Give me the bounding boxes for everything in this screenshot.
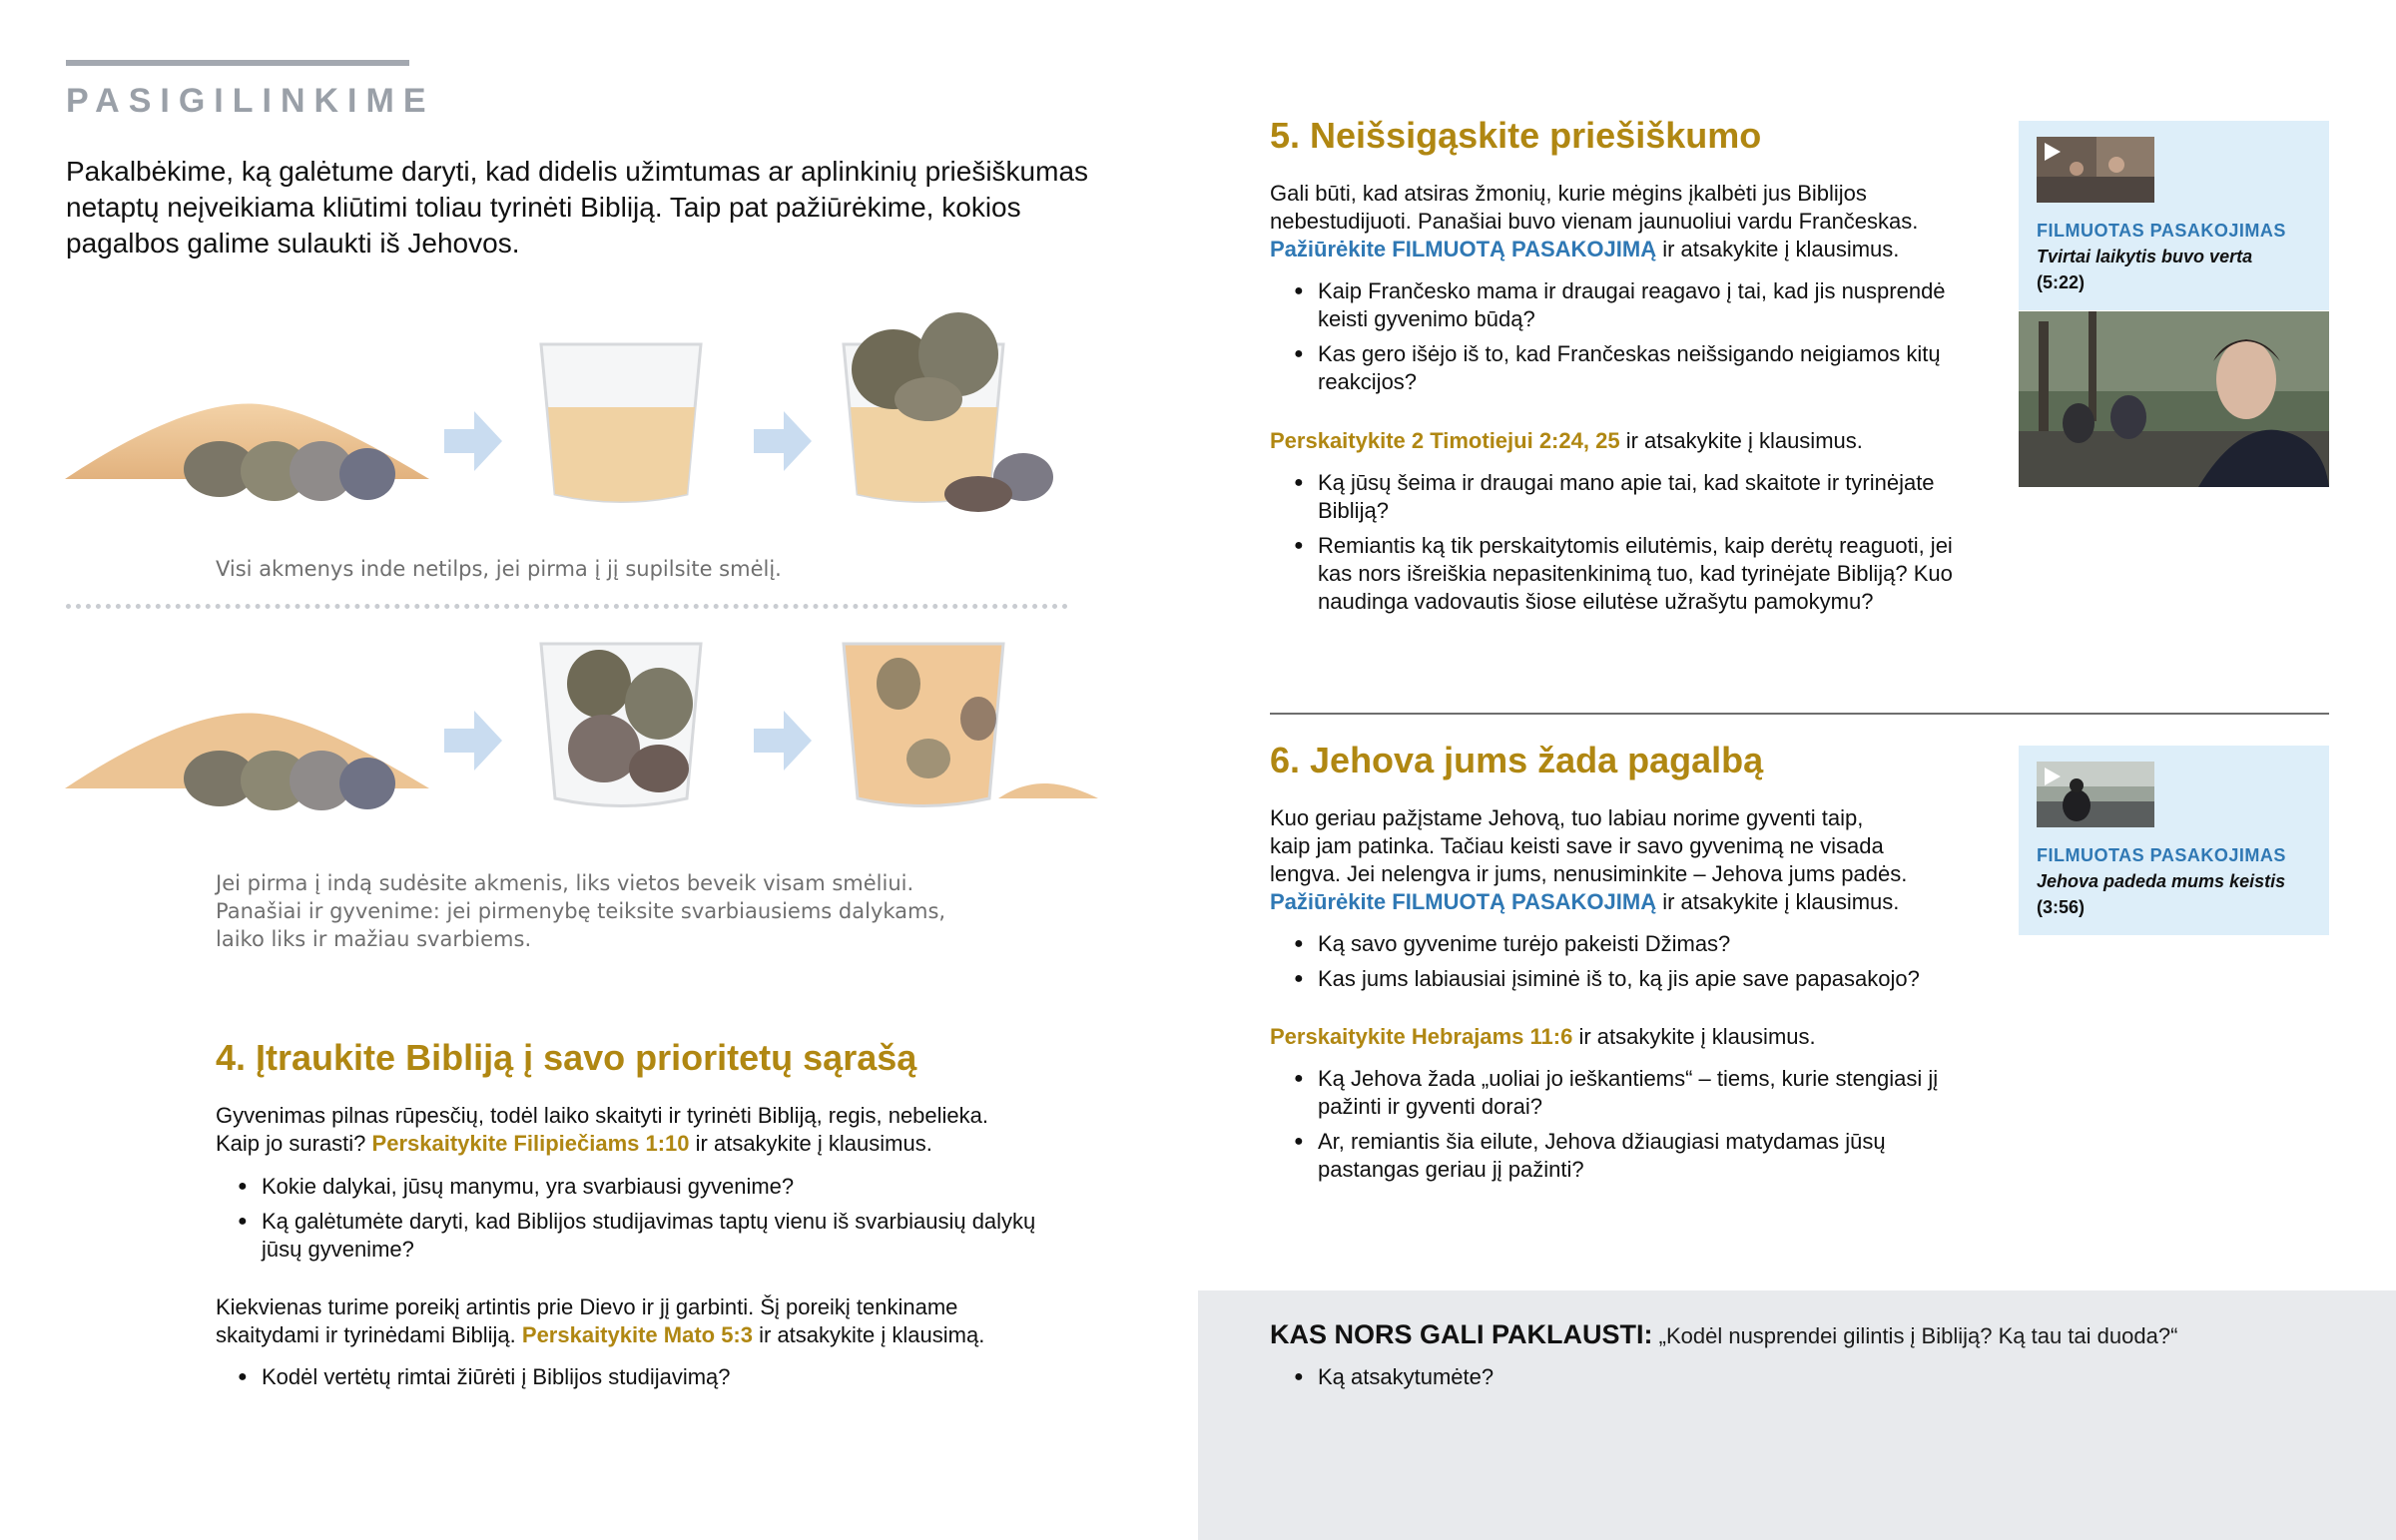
- section4-p1-line2: [216, 1130, 1114, 1158]
- video-still-image: [2019, 311, 2329, 487]
- section6-p2-text: ir atsakykite į klausimus.: [1578, 1024, 1816, 1049]
- ask-label: KAS NORS GALI PAKLAUSTI:: [1270, 1319, 1653, 1349]
- ask-question-line: [1270, 1319, 2177, 1351]
- video-card-label: FILMUOTAS PASAKOJIMAS: [2037, 221, 2286, 241]
- section5-p1-line: Gali būti, kad atsiras žmonių, kurie mėgins įkalbėti jus Biblijos: [1270, 181, 1867, 206]
- question-item: ● Ką savo gyvenime turėjo pakeisti Džimas?: [1294, 930, 1993, 958]
- section6-question-list-2: [1294, 1065, 1993, 1191]
- header-rule: [66, 60, 409, 66]
- caption-bottom-line: laiko liks ir mažiau svarbiems.: [216, 927, 532, 951]
- section5-p1-line3: [1270, 236, 1989, 263]
- ask-question: „Kodėl nusprendei gilintis į Bibliją? Ką tau tai duoda?“: [1658, 1323, 2178, 1348]
- section4-p1-text: Kaip jo surasti?: [216, 1131, 366, 1156]
- question-item: ● Remiantis ką tik perskaitytomis eilutėmis, kaip derėtų reaguoti, jei kas nors išreiškia nepasitenkinimą tuo, kad tyrinėjate Bibliją? Kuo naudinga vadovautis šiose eilutėse užrašytu pamokymu?: [1294, 532, 1993, 616]
- section4-heading: 4. Įtraukite Bibliją į savo prioritetų sąrašą: [216, 1037, 917, 1078]
- ask-answer-list: [1294, 1363, 1993, 1398]
- question-item: ● Kokie dalykai, jūsų manymu, yra svarbiausi gyvenime?: [238, 1173, 1056, 1201]
- section4-p1-text: ir atsakykite į klausimus.: [695, 1131, 932, 1156]
- scripture-reference-link[interactable]: Perskaitykite Hebrajams 11:6: [1270, 1024, 1573, 1049]
- section4-p2-line2: [216, 1321, 1114, 1349]
- section6-p1-line4: [1270, 888, 1989, 916]
- section6-p1-line: Kuo geriau pažįstame Jehovą, tuo labiau norime gyventi taip,: [1270, 805, 1864, 830]
- section4-p1-line: Gyvenimas pilnas rūpesčių, todėl laiko skaityti ir tyrinėti Bibliją, regis, nebelieka.: [216, 1103, 989, 1128]
- caption-top: Visi akmenys inde netilps, jei pirma į jį supilsite smėlį.: [216, 557, 782, 581]
- question-item: ● Ar, remiantis šia eilute, Jehova džiaugiasi matydamas jūsų pastangas geriau jį pažinti?: [1294, 1128, 1993, 1184]
- section6-heading: 6. Jehova jums žada pagalbą: [1270, 740, 1764, 780]
- section5-question-list: [1294, 277, 1953, 403]
- video-card-duration: (3:56): [2037, 897, 2086, 917]
- question-item: ● Ką Jehova žada „uoliai jo ieškantiems“ – tiems, kurie stengiasi jį pažinti ir gyventi dorai?: [1294, 1065, 1993, 1121]
- section6-p1-line: lengva. Jei nelengva ir jums, nenusiminkite – Jehova jums padės.: [1270, 861, 1908, 886]
- section5-paragraph2: [1270, 427, 1989, 455]
- play-icon[interactable]: [2045, 143, 2061, 161]
- illustration-rocks-first: [60, 629, 1118, 868]
- section6-p1-line: kaip jam patinka. Tačiau keisti save ir savo gyvenimą ne visada: [1270, 833, 1884, 858]
- section4-paragraph2: [216, 1293, 1114, 1349]
- video-card-label: FILMUOTAS PASAKOJIMAS: [2037, 845, 2286, 865]
- scripture-reference-link[interactable]: Perskaitykite Filipiečiams 1:10: [371, 1131, 690, 1156]
- caption-bottom-line: Jei pirma į indą sudėsite akmenis, liks vietos beveik visam smėliui.: [216, 871, 914, 895]
- question-item: ● Ką atsakytumėte?: [1294, 1363, 1993, 1391]
- section4-p2-line: Kiekvienas turime poreikį artintis prie Dievo ir jį garbinti. Šį poreikį tenkiname: [216, 1294, 958, 1319]
- video-card-jehova-padeda[interactable]: [2019, 746, 2329, 935]
- section4-question-list: [238, 1173, 1056, 1271]
- section4-p2-text: ir atsakykite į klausimą.: [759, 1322, 985, 1347]
- video-link[interactable]: Pažiūrėkite FILMUOTĄ PASAKOJIMĄ: [1270, 889, 1657, 914]
- section5-paragraph1: [1270, 180, 1989, 263]
- question-item: ● Kaip Frančesko mama ir draugai reagavo į tai, kad jis nusprendė keisti gyvenimo būdą?: [1294, 277, 1953, 333]
- video-card-duration: (5:22): [2037, 272, 2086, 292]
- play-icon[interactable]: [2045, 768, 2061, 785]
- section4-p2-text: skaitydami ir tyrinėdami Bibliją.: [216, 1322, 516, 1347]
- caption-bottom-line: Panašiai ir gyvenime: jei pirmenybę teiksite svarbiausiems dalykams,: [216, 899, 946, 923]
- video-card-title: Jehova padeda mums keistis: [2037, 871, 2286, 891]
- section5-question-list-2: [1294, 469, 1993, 623]
- section4-question-list-2: [238, 1363, 1056, 1398]
- video-link[interactable]: Pažiūrėkite FILMUOTĄ PASAKOJIMĄ: [1270, 237, 1657, 261]
- section5-p1-text: ir atsakykite į klausimus.: [1662, 237, 1900, 261]
- question-item: ● Kodėl vertėtų rimtai žiūrėti į Biblijos studijavimą?: [238, 1363, 1056, 1391]
- scripture-reference-link[interactable]: Perskaitykite Mato 5:3: [521, 1322, 753, 1347]
- caption-bottom: [216, 869, 945, 953]
- question-item: ● Ką galėtumėte daryti, kad Biblijos studijavimas taptų vienu iš svarbiausių dalykų jūsų gyvenime?: [238, 1208, 1056, 1264]
- section5-p1-line: nebestudijuoti. Panašiai buvo vienam jaunuoliui vardu Frančeskas.: [1270, 209, 1919, 234]
- question-item: ● Ką jūsų šeima ir draugai mano apie tai, kad skaitote ir tyrinėjate Bibliją?: [1294, 469, 1993, 525]
- section4-paragraph1: [216, 1102, 1114, 1158]
- illustration-sand-first: [60, 299, 1118, 539]
- video-card-title: Tvirtai laikytis buvo verta: [2037, 247, 2253, 266]
- video-card-tvirtai[interactable]: [2019, 121, 2329, 310]
- section6-paragraph1: [1270, 804, 1989, 916]
- dotted-separator: [66, 604, 1068, 609]
- section-divider: [1270, 713, 2329, 715]
- intro-paragraph: Pakalbėkime, ką galėtume daryti, kad didelis užimtumas ar aplinkinių priešiškumas netaptų neįveikiama kliūtimi toliau tyrinėti Bibliją. Taip pat pažiūrėkime, kokios pagalbos galime sulaukti iš Jehovos.: [66, 156, 1089, 258]
- question-item: ● Kas gero išėjo iš to, kad Frančeskas neišsigando neigiamos kitų reakcijos?: [1294, 340, 1953, 396]
- section6-p1-text: ir atsakykite į klausimus.: [1662, 889, 1900, 914]
- section5-heading: 5. Neišsigąskite priešiškumo: [1270, 115, 1762, 156]
- question-item: ● Kas jums labiausiai įsiminė iš to, ką jis apie save papasakojo?: [1294, 965, 1993, 993]
- section6-question-list: [1294, 930, 1993, 1000]
- scripture-reference-link[interactable]: Perskaitykite 2 Timotiejui 2:24, 25: [1270, 428, 1620, 453]
- section5-p2-text: ir atsakykite į klausimus.: [1625, 428, 1863, 453]
- page-kicker: PASIGILINKIME: [66, 82, 435, 120]
- section6-paragraph2: [1270, 1023, 1989, 1051]
